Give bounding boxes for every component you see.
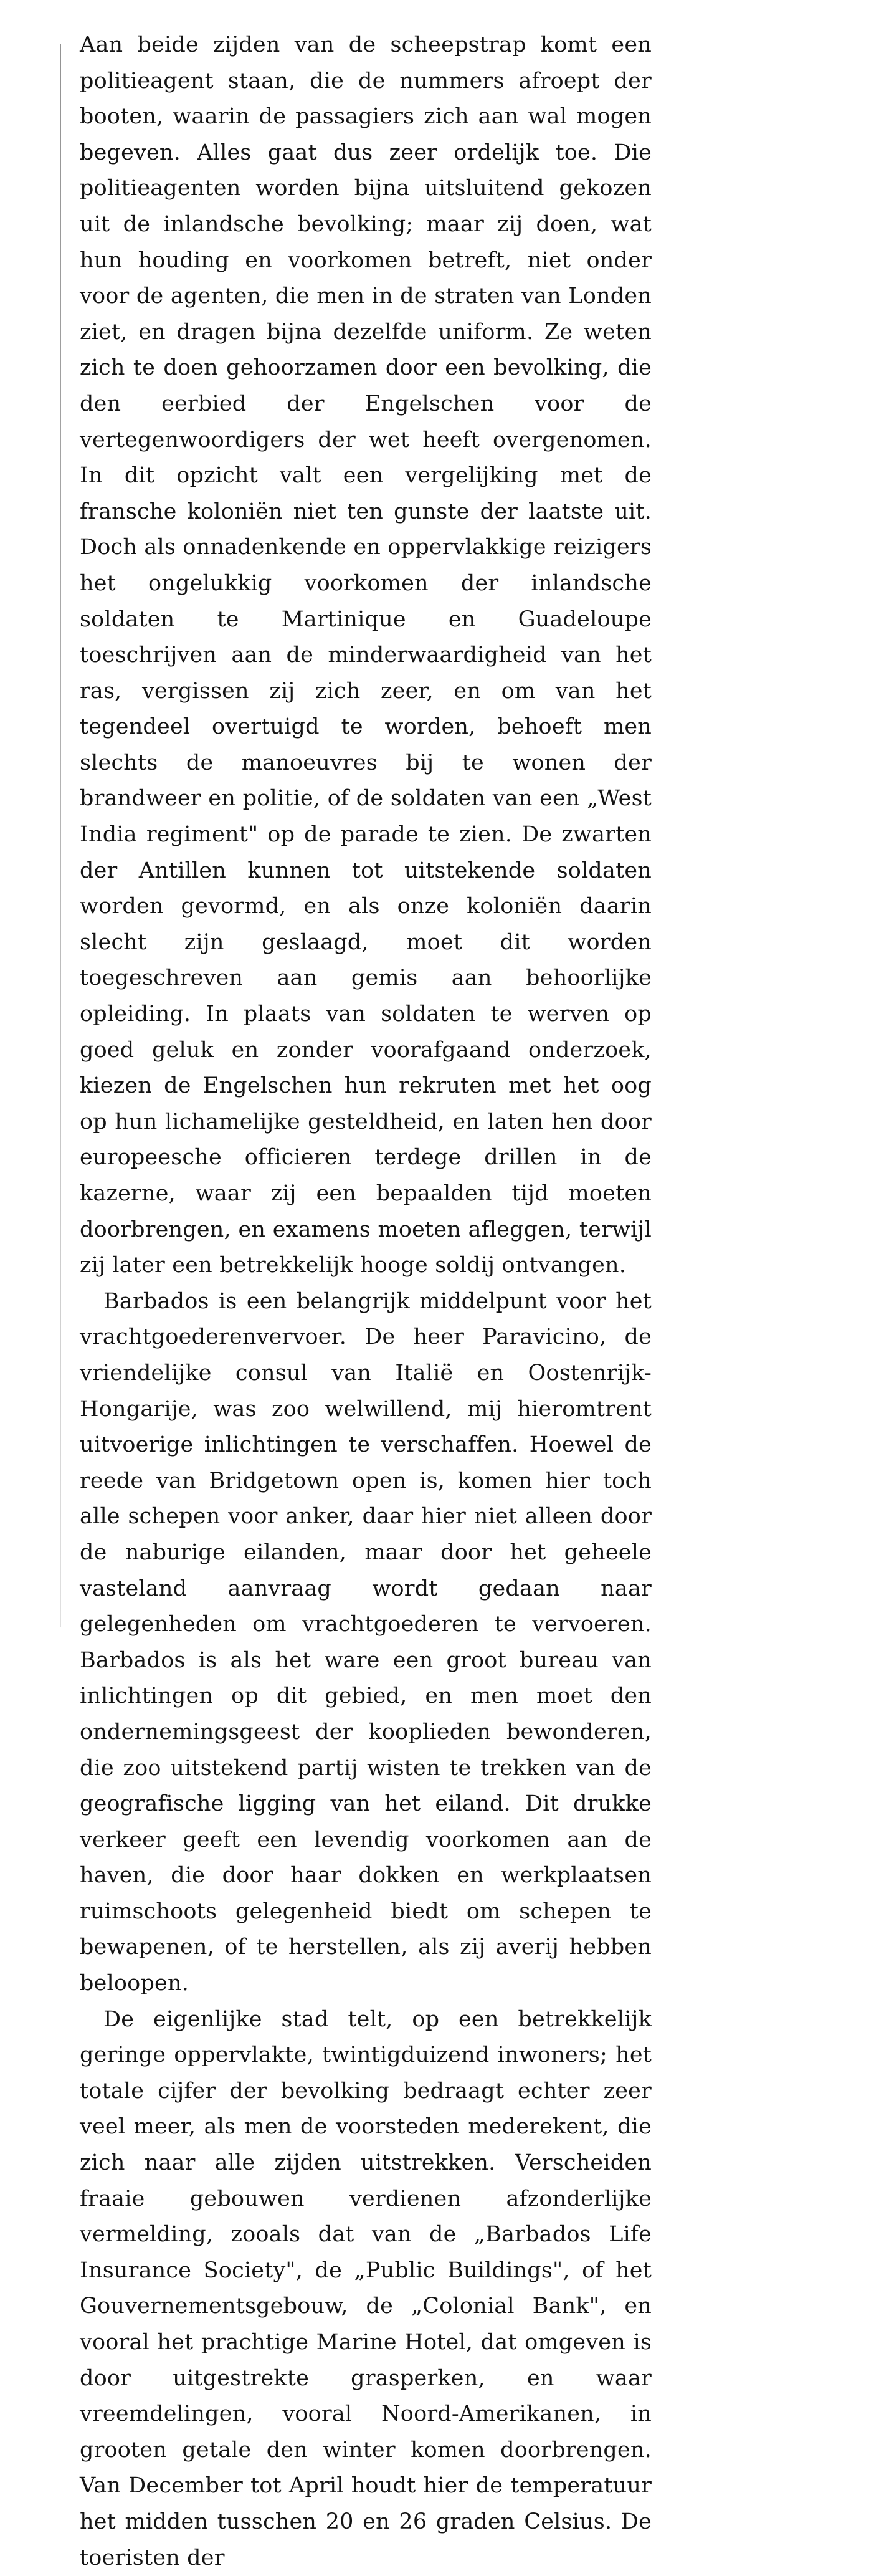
paragraph-barbados-freight-centre: Barbados is een belangrijk middelpunt voor het vrachtgoederenvervoer. De heer Paravicino, de vriendelijke consul van Italië en Oostenrijk-Hongarije, was zoo welwillend, mij hieromtrent uitvoerige inlichtingen te verschaffen. Hoewel de reede van Bridgetown open is, komen hier toch alle schepen voor anker, daar hier niet alleen door de naburige eilanden, maar door het geheele vasteland aanvraag wordt gedaan naar gelegenheden om vrachtgoederen te vervoeren. Barbados is als het ware een groot bureau van inlichtingen op dit gebied, en men moet den ondernemingsgeest der kooplieden bewonderen, die zoo uitstekend partij wisten te trekken van de geografische ligging van het eiland. Dit drukke verkeer geeft een levendig voorkomen aan de haven, die door haar dokken en werkplaatsen ruimschoots gelegenheid biedt om schepen te bewapenen, of te herstellen, als zij averij hebben beloopen. xyxy=(80,1288,652,1996)
body-text-column xyxy=(80,27,652,2576)
paragraph-police-and-soldiers: Aan beide zijden van de scheepstrap komt een politieagent staan, die de nummers afroept der booten, waarin de passagiers zich aan wal mogen begeven. Alles gaat dus zeer ordelijk toe. Die politieagenten worden bijna uitsluitend gekozen uit de inlandsche bevolking; maar zij doen, wat hun houding en voorkomen betreft, niet onder voor de agenten, die men in de straten van Londen ziet, en dragen bijna dezelfde uniform. Ze weten zich te doen gehoorzamen door een bevolking, die den eerbied der Engelschen voor de vertegenwoordigers der wet heeft overgenomen. In dit opzicht valt een vergelijking met de fransche koloniën niet ten gunste der laatste uit. Doch als onnadenkende en oppervlakkige reizigers het ongelukkig voorkomen der inlandsche soldaten te Martinique en Guadeloupe toeschrijven aan de minderwaardigheid van het ras, vergissen zij zich zeer, en om van het tegendeel overtuigd te worden, behoeft men slechts de manoeuvres bij te wonen der brandweer en politie, of de soldaten van een „West India regiment" op de parade te zien. De zwarten der Antillen kunnen tot uitstekende soldaten worden gevormd, en als onze koloniën daarin slecht zijn geslaagd, moet dit worden toegeschreven aan gemis aan behoorlijke opleiding. In plaats van soldaten te werven op goed geluk en zonder voorafgaand onderzoek, kiezen de Engelschen hun rekruten met het oog op hun lichamelijke gesteldheid, en laten hen door europeesche officieren terdege drillen in de kazerne, waar zij een bepaalden tijd moeten doorbrengen, en examens moeten afleggen, terwijl zij later een betrekkelijk hooge soldij ontvangen. xyxy=(80,32,652,1278)
left-margin-rule xyxy=(60,44,61,1627)
paragraph-bridgetown-description: De eigenlijke stad telt, op een betrekkelijk geringe oppervlakte, twintigduizend inwoners; het totale cijfer der bevolking bedraagt echter zeer veel meer, als men de voorsteden mederekent, die zich naar alle zijden uitstrekken. Verscheiden fraaie gebouwen verdienen afzonderlijke vermelding, zooals dat van de „Barbados Life Insurance Society", de „Public Buildings", of het Gouvernementsgebouw, de „Colonial Bank", en vooral het prachtige Marine Hotel, dat omgeven is door uitgestrekte grasperken, en waar vreemdelingen, vooral Noord-Amerikanen, in grooten getale den winter komen doorbrengen. Van December tot April houdt hier de temperatuur het midden tusschen 20 en 26 graden Celsius. De toeristen der xyxy=(80,2006,652,2570)
